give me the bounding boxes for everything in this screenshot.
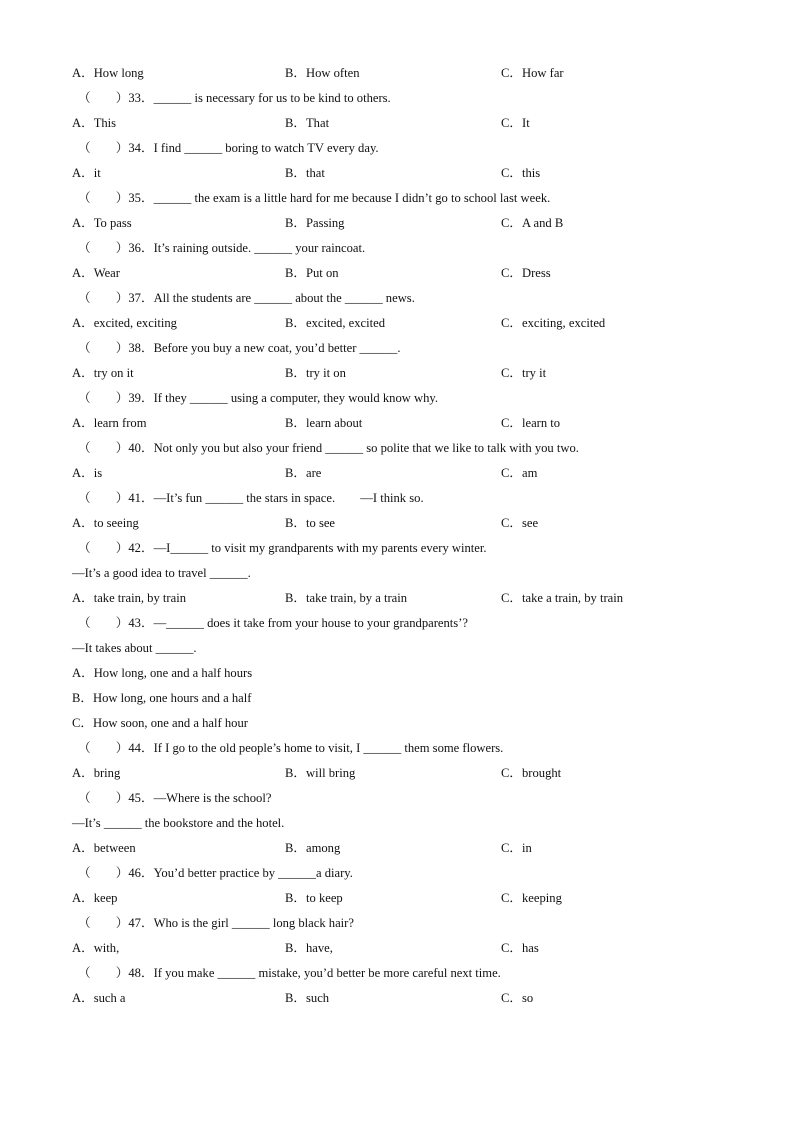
option-a: A．it bbox=[72, 166, 101, 180]
question-stem: （ ）47．Who is the girl ______ long black hair? bbox=[78, 916, 354, 930]
option-b: B．have, bbox=[285, 941, 333, 955]
answer-options-row bbox=[72, 889, 732, 914]
text-line: C．How soon, one and a half hour bbox=[72, 716, 248, 730]
option-c: C．learn to bbox=[501, 416, 561, 430]
option-a: A．such a bbox=[72, 991, 126, 1005]
option-b: B．such bbox=[285, 991, 330, 1005]
text-line: A．How long, one and a half hours bbox=[72, 666, 253, 680]
answer-options-row bbox=[72, 314, 732, 339]
question-stem: （ ）37．All the students are ______ about the ______ news. bbox=[78, 291, 415, 305]
option-b: B．Put on bbox=[285, 266, 339, 280]
answer-options-row bbox=[72, 464, 732, 489]
question-stem: （ ）38．Before you buy a new coat, you’d better ______. bbox=[78, 341, 401, 355]
text-line: B．How long, one hours and a half bbox=[72, 691, 252, 705]
option-a: A．To pass bbox=[72, 216, 132, 230]
option-c: C．see bbox=[501, 516, 539, 530]
option-c: C．A and B bbox=[501, 216, 564, 230]
option-c: C．try it bbox=[501, 366, 547, 380]
option-b: B．try it on bbox=[285, 366, 346, 380]
answer-options-row bbox=[72, 264, 732, 289]
option-c: C．am bbox=[501, 466, 538, 480]
option-a: A．Wear bbox=[72, 266, 120, 280]
option-b: B．learn about bbox=[285, 416, 363, 430]
answer-options-row bbox=[72, 114, 732, 139]
option-b: B．excited, excited bbox=[285, 316, 386, 330]
option-b: B．That bbox=[285, 116, 330, 130]
option-c: C．Dress bbox=[501, 266, 551, 280]
option-b: B．among bbox=[285, 841, 341, 855]
question-stem: （ ）45．—Where is the school? bbox=[78, 791, 272, 805]
option-a: A．to seeing bbox=[72, 516, 139, 530]
option-a: A．between bbox=[72, 841, 136, 855]
option-b: B．to see bbox=[285, 516, 336, 530]
option-a: A．try on it bbox=[72, 366, 134, 380]
text-line: —It takes about ______. bbox=[72, 641, 197, 655]
option-a: A．with, bbox=[72, 941, 120, 955]
question-stem: （ ）44．If I go to the old people’s home to visit, I ______ them some flowers. bbox=[78, 741, 504, 755]
option-b: B．will bring bbox=[285, 766, 356, 780]
option-b: B．How often bbox=[285, 66, 360, 80]
option-a: A．learn from bbox=[72, 416, 147, 430]
answer-options-row bbox=[72, 164, 732, 189]
answer-options-row bbox=[72, 839, 732, 864]
option-c: C．so bbox=[501, 991, 534, 1005]
option-c: C．It bbox=[501, 116, 530, 130]
option-a: A．is bbox=[72, 466, 103, 480]
option-b: B．take train, by a train bbox=[285, 591, 408, 605]
question-stem: （ ）35．______ the exam is a little hard for me because I didn’t go to school last week. bbox=[78, 191, 551, 205]
question-stem: （ ）42．—I______ to visit my grandparents with my parents every winter. bbox=[78, 541, 487, 555]
question-stem: （ ）41．—It’s fun ______ the stars in space. —I think so. bbox=[78, 491, 424, 505]
option-a: A．How long bbox=[72, 66, 144, 80]
question-stem: （ ）48．If you make ______ mistake, you’d better be more careful next time. bbox=[78, 966, 501, 980]
question-stem: （ ）43．—______ does it take from your house to your grandparents’? bbox=[78, 616, 468, 630]
option-c: C．brought bbox=[501, 766, 562, 780]
question-stem: （ ）33．______ is necessary for us to be kind to others. bbox=[78, 91, 391, 105]
answer-options-row bbox=[72, 764, 732, 789]
option-a: A．keep bbox=[72, 891, 118, 905]
question-stem: （ ）40．Not only you but also your friend ______ so polite that we like to talk with you two. bbox=[78, 441, 579, 455]
option-b: B．that bbox=[285, 166, 325, 180]
option-b: B．are bbox=[285, 466, 322, 480]
option-c: C．take a train, by train bbox=[501, 591, 624, 605]
option-a: A．excited, exciting bbox=[72, 316, 177, 330]
answer-options-row bbox=[72, 589, 732, 614]
question-stem: （ ）34．I find ______ boring to watch TV every day. bbox=[78, 141, 379, 155]
question-stem: （ ）46．You’d better practice by ______a diary. bbox=[78, 866, 353, 880]
text-line: —It’s ______ the bookstore and the hotel. bbox=[72, 816, 285, 830]
option-b: B．to keep bbox=[285, 891, 343, 905]
text-line: —It’s a good idea to travel ______. bbox=[72, 566, 251, 580]
option-a: A．This bbox=[72, 116, 117, 130]
question-list bbox=[72, 64, 732, 1014]
answer-options-row bbox=[72, 514, 732, 539]
option-c: C．exciting, excited bbox=[501, 316, 606, 330]
option-c: C．this bbox=[501, 166, 541, 180]
answer-options-row bbox=[72, 939, 732, 964]
option-c: C．How far bbox=[501, 66, 564, 80]
answer-options-row bbox=[72, 214, 732, 239]
answer-options-row bbox=[72, 364, 732, 389]
answer-options-row bbox=[72, 989, 732, 1014]
option-a: A．bring bbox=[72, 766, 121, 780]
option-c: C．keeping bbox=[501, 891, 562, 905]
option-a: A．take train, by train bbox=[72, 591, 187, 605]
option-b: B．Passing bbox=[285, 216, 345, 230]
option-c: C．in bbox=[501, 841, 532, 855]
question-stem: （ ）39．If they ______ using a computer, they would know why. bbox=[78, 391, 439, 405]
option-c: C．has bbox=[501, 941, 539, 955]
answer-options-row bbox=[72, 64, 732, 89]
answer-options-row bbox=[72, 414, 732, 439]
question-stem: （ ）36．It’s raining outside. ______ your raincoat. bbox=[78, 241, 366, 255]
